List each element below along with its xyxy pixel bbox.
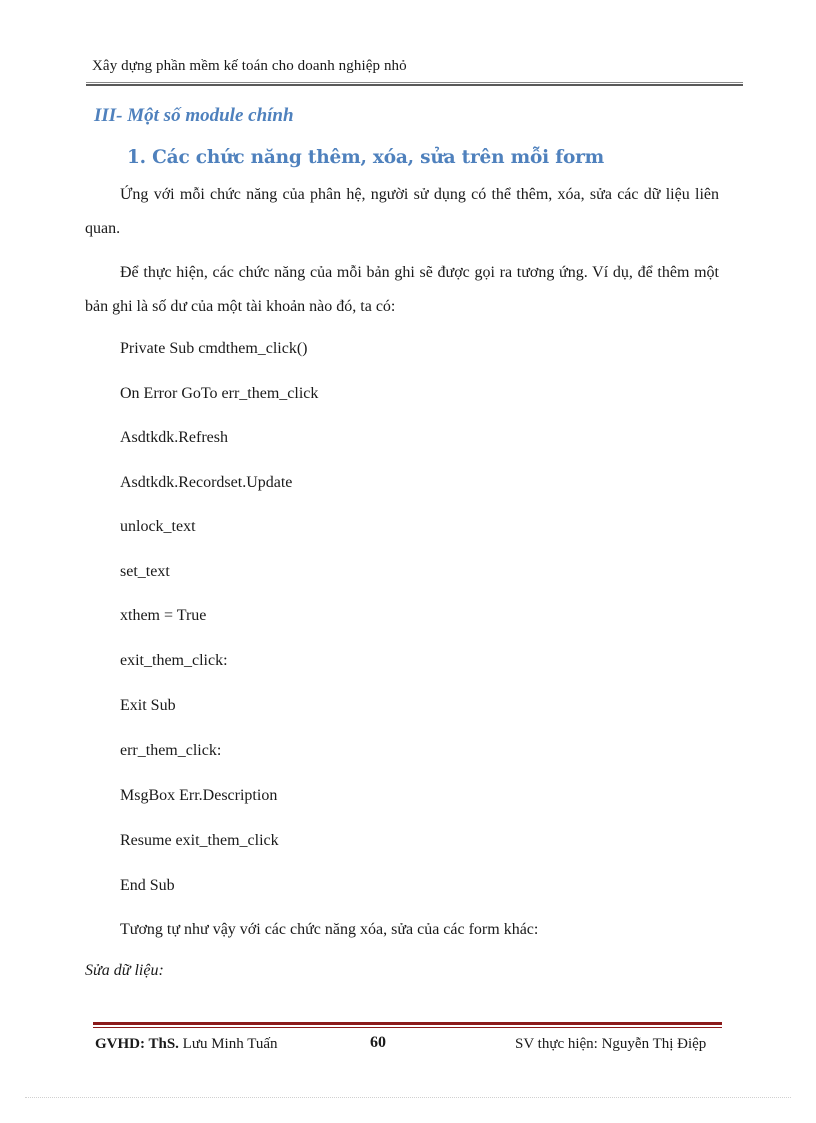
header-rule: [86, 82, 743, 86]
paragraph-example: Để thực hiện, các chức năng của mỗi bản ghi sẽ được gọi ra tương ứng. Ví dụ, để thêm một bản ghi là số dư của một tài khoản nào đó, ta có:: [85, 264, 719, 315]
code-line: exit_them_click:: [120, 652, 228, 669]
footer-student: SV thực hiện: Nguyễn Thị Điệp: [515, 1036, 707, 1052]
footer-advisor-name: Lưu Minh Tuấn: [178, 1036, 278, 1052]
code-line: On Error GoTo err_them_click: [120, 385, 319, 402]
code-line: End Sub: [120, 877, 175, 894]
code-line: Asdtkdk.Refresh: [120, 429, 228, 446]
footer-advisor-label: GVHD: ThS.: [95, 1036, 179, 1052]
footer-advisor: [95, 1036, 278, 1053]
code-line: Asdtkdk.Recordset.Update: [120, 474, 293, 491]
paragraph-similar: Tương tự như vậy với các chức năng xóa, sửa của các form khác:: [120, 921, 539, 938]
page-edge-border: [25, 1097, 791, 1098]
code-line: err_them_click:: [120, 742, 222, 759]
code-line: unlock_text: [120, 518, 196, 535]
edit-data-label: Sửa dữ liệu:: [85, 962, 164, 979]
code-line: Exit Sub: [120, 697, 176, 714]
subsection-title: 1. Các chức năng thêm, xóa, sửa trên mỗi form: [127, 147, 605, 168]
page-number: 60: [370, 1034, 386, 1051]
code-line: set_text: [120, 563, 170, 580]
code-line: Private Sub cmdthem_click(): [120, 340, 308, 357]
code-line: Resume exit_them_click: [120, 832, 279, 849]
paragraph-intro: Ứng với mỗi chức năng của phân hệ, người sử dụng có thể thêm, xóa, sửa các dữ liệu liên quan.: [85, 186, 719, 237]
section-title: III- Một số module chính: [94, 105, 294, 126]
code-line: MsgBox Err.Description: [120, 787, 278, 804]
footer-rule: [93, 1022, 722, 1028]
page-header-title: Xây dựng phần mềm kế toán cho doanh nghiệp nhỏ: [92, 58, 407, 74]
code-line: xthem = True: [120, 607, 207, 624]
